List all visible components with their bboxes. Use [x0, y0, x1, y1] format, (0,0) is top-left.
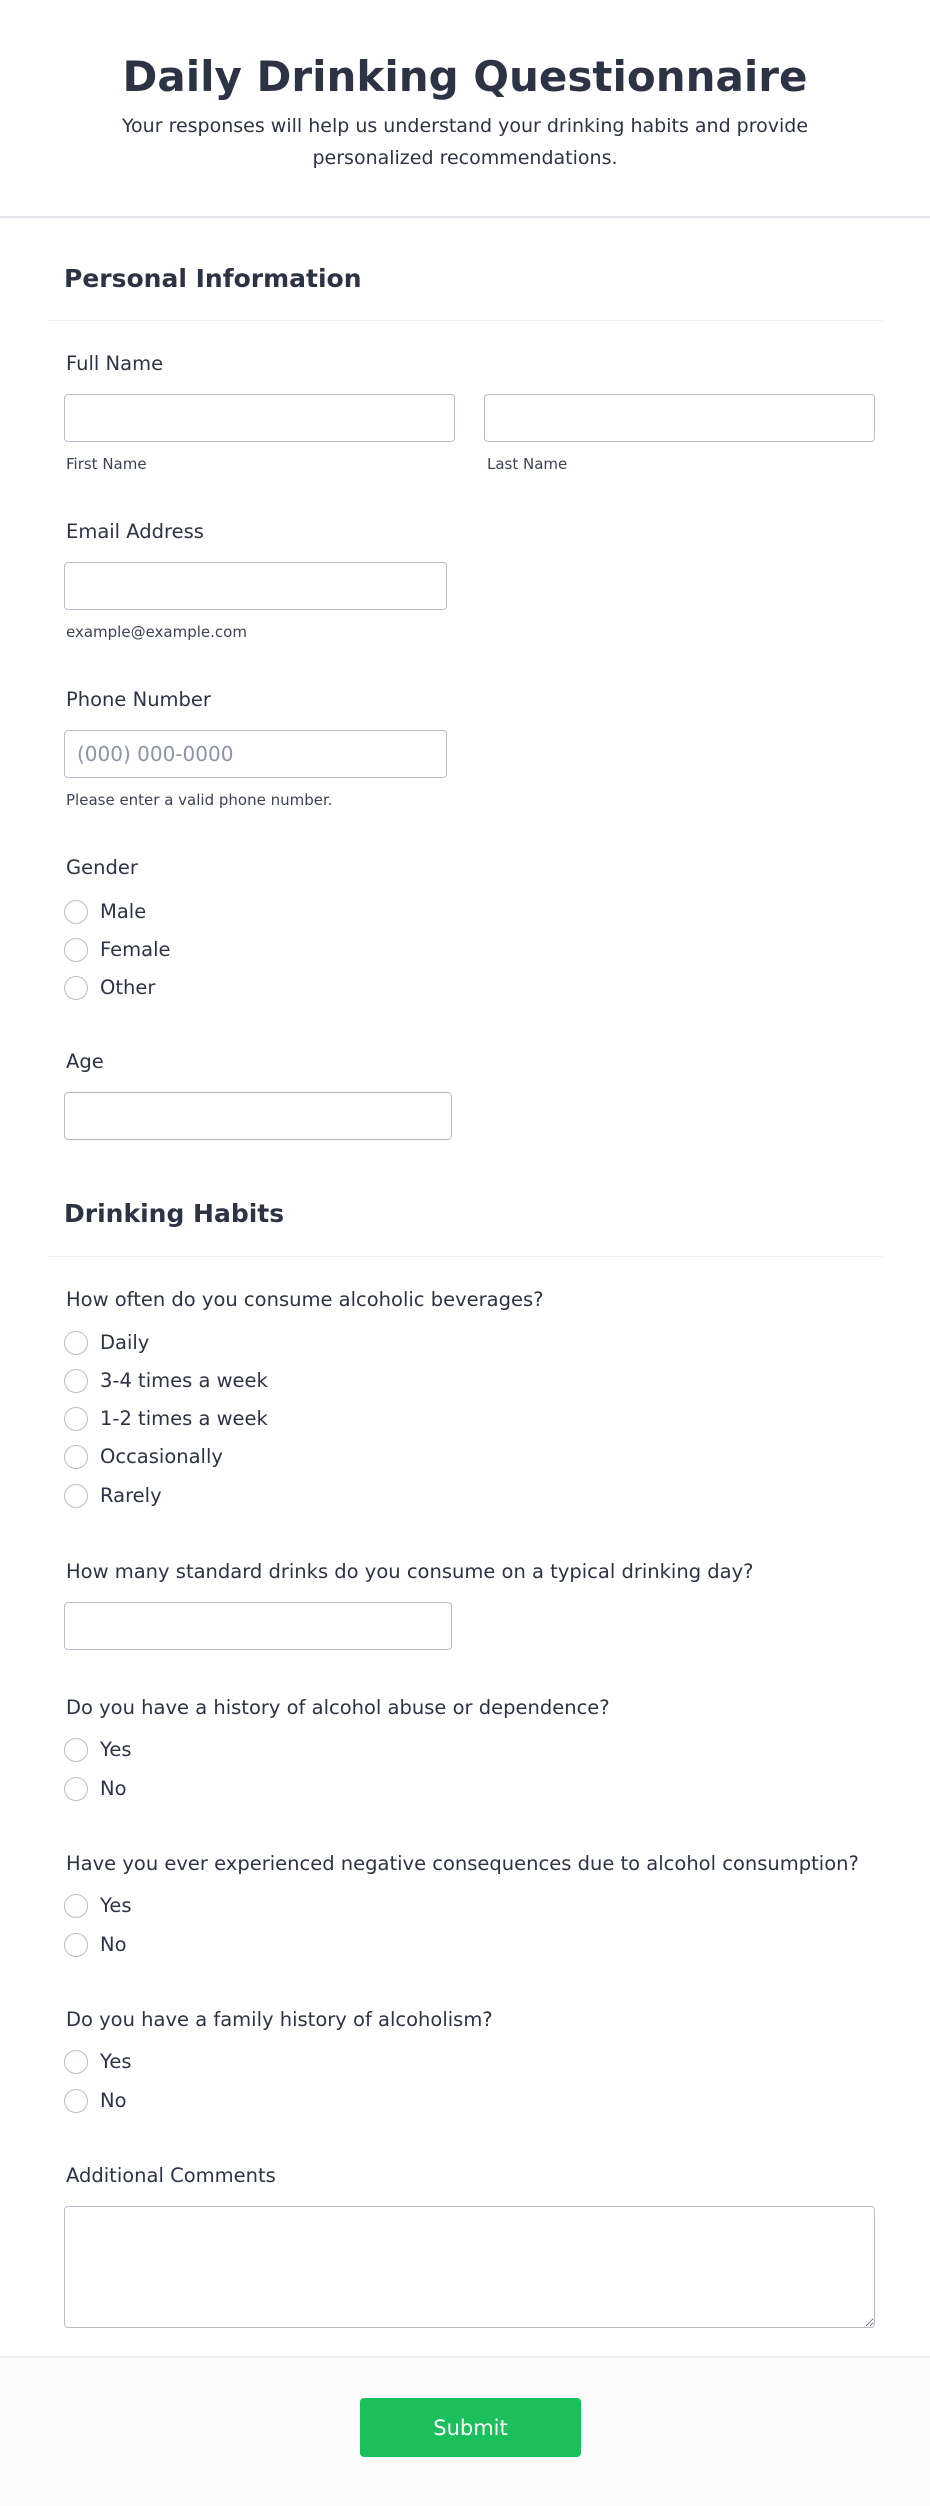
radio-option-label: 3-4 times a week — [100, 1369, 268, 1392]
radio-circle-icon[interactable] — [64, 1738, 88, 1762]
gender-option-other[interactable] — [64, 974, 155, 1002]
radio-option-label: Female — [100, 938, 171, 961]
radio-circle-icon[interactable] — [64, 2050, 88, 2074]
negative-consequences-option-no[interactable] — [64, 1931, 127, 1959]
frequency-option-daily[interactable] — [64, 1329, 149, 1357]
submit-button[interactable]: Submit — [360, 2398, 581, 2457]
abuse-history-option-no[interactable] — [64, 1775, 127, 1803]
family-history-label: Do you have a family history of alcoholism? — [66, 2008, 493, 2031]
age-input[interactable] — [64, 1092, 452, 1140]
negative-consequences-label: Have you ever experienced negative consequences due to alcohol consumption? — [66, 1852, 859, 1875]
radio-option-label: Yes — [100, 1738, 132, 1761]
radio-circle-icon[interactable] — [64, 2089, 88, 2113]
radio-option-label: Daily — [100, 1331, 150, 1354]
comments-label: Additional Comments — [66, 2164, 276, 2187]
radio-circle-icon[interactable] — [64, 1331, 88, 1355]
drinks-count-label: How many standard drinks do you consume on a typical drinking day? — [66, 1560, 754, 1583]
section-divider — [48, 320, 882, 321]
family-history-option-no[interactable] — [64, 2087, 127, 2115]
gender-label: Gender — [66, 856, 138, 879]
frequency-label: How often do you consume alcoholic beverages? — [66, 1288, 544, 1311]
radio-circle-icon[interactable] — [64, 976, 88, 1000]
gender-option-male[interactable] — [64, 898, 146, 926]
radio-option-label: Male — [100, 900, 147, 923]
radio-circle-icon[interactable] — [64, 1407, 88, 1431]
radio-option-label: Occasionally — [100, 1445, 223, 1468]
radio-option-label: Yes — [100, 2050, 132, 2073]
family-history-option-yes[interactable] — [64, 2048, 131, 2076]
frequency-option-3-4-week[interactable] — [64, 1367, 268, 1395]
radio-option-label: Other — [100, 976, 156, 999]
last-name-sublabel: Last Name — [487, 455, 568, 473]
form-footer — [0, 2356, 930, 2506]
radio-circle-icon[interactable] — [64, 1484, 88, 1508]
phone-label: Phone Number — [66, 688, 211, 711]
abuse-history-option-yes[interactable] — [64, 1736, 131, 1764]
comments-textarea[interactable] — [64, 2206, 875, 2328]
radio-option-label: 1-2 times a week — [100, 1407, 268, 1430]
gender-option-female[interactable] — [64, 936, 171, 964]
email-label: Email Address — [66, 520, 204, 543]
form-header — [0, 0, 930, 218]
radio-circle-icon[interactable] — [64, 1933, 88, 1957]
radio-option-label: No — [100, 1933, 127, 1956]
radio-option-label: Rarely — [100, 1484, 162, 1507]
radio-circle-icon[interactable] — [64, 938, 88, 962]
email-input[interactable] — [64, 562, 447, 610]
form-title: Daily Drinking Questionnaire — [122, 52, 808, 101]
section-divider — [48, 1256, 882, 1257]
drinks-count-input[interactable] — [64, 1602, 452, 1650]
first-name-sublabel: First Name — [66, 455, 147, 473]
negative-consequences-option-yes[interactable] — [64, 1892, 131, 1920]
frequency-option-1-2-week[interactable] — [64, 1405, 268, 1433]
section-title-drinking-habits: Drinking Habits — [64, 1199, 285, 1228]
last-name-input[interactable] — [484, 394, 875, 442]
phone-sublabel: Please enter a valid phone number. — [66, 791, 333, 809]
radio-option-label: No — [100, 1777, 127, 1800]
phone-input[interactable] — [64, 730, 447, 778]
age-label: Age — [66, 1050, 104, 1073]
radio-circle-icon[interactable] — [64, 1777, 88, 1801]
radio-option-label: Yes — [100, 1894, 132, 1917]
radio-circle-icon[interactable] — [64, 900, 88, 924]
email-sublabel: example@example.com — [66, 623, 247, 641]
frequency-option-rarely[interactable] — [64, 1482, 162, 1510]
first-name-input[interactable] — [64, 394, 455, 442]
radio-circle-icon[interactable] — [64, 1445, 88, 1469]
radio-circle-icon[interactable] — [64, 1369, 88, 1393]
form-subtitle: Your responses will help us understand your drinking habits and provide personalized recommendations. — [121, 115, 809, 169]
frequency-option-occasionally[interactable] — [64, 1443, 223, 1471]
section-title-personal-information: Personal Information — [64, 264, 362, 293]
abuse-history-label: Do you have a history of alcohol abuse or dependence? — [66, 1696, 610, 1719]
radio-circle-icon[interactable] — [64, 1894, 88, 1918]
full-name-label: Full Name — [66, 352, 164, 375]
radio-option-label: No — [100, 2089, 127, 2112]
